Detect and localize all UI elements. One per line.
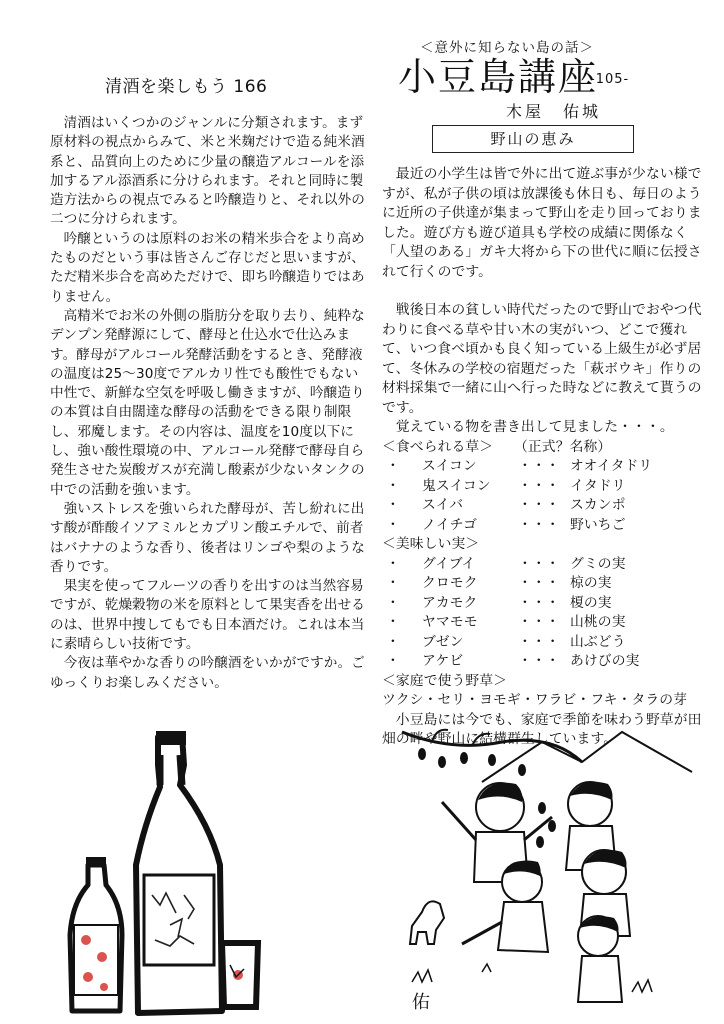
- series-title: 小豆島講座: [398, 55, 599, 99]
- paragraph: 覚えている物を書き出して見ました・・・。: [395, 419, 674, 435]
- list-item: ・ 鬼スイコン ・・・ イタドリ: [386, 477, 626, 494]
- paragraph: 最近の小学生は皆で外に出て遊ぶ事が少ない様ですが、私が子供の頃は放課後も休日も、毎日のように近所の子供達が集まって野山を走り回っておりました。遊び方も遊び道具も学校の成績に関係なく「人望のある」ガキ大将から下の世代に順に伝授されて行くのです。: [382, 166, 702, 280]
- list-item: ・ アケビ ・・・ あけびの実: [386, 653, 640, 669]
- paragraph: 吟醸というのは原料のお米の精米歩合をより高めたものだという事は皆さんご存じだと思いますが、ただ精米歩合を高めただけで、即ち吟醸造りではありません。: [50, 230, 365, 305]
- paragraph: 戦後日本の貧しい時代だったので野山でおやつ代わりに食べる草や甘い木の実がいつ、どこで獲れて、いつ食べ頃かも良く知っている上級生が必ず居て、冬休みの学校の宿題だった「萩ボウキ」作りの材料採集で一緒に山へ行った時などに教えて貰うのです。: [382, 302, 702, 416]
- section-heading-home: ＜家庭で使う野草＞: [382, 672, 508, 689]
- series-number: -105-: [590, 72, 630, 87]
- list-item: ・ ブゼン ・・・ 山ぶどう: [386, 633, 626, 650]
- column-title: 清酒を楽しもう 166: [105, 77, 268, 97]
- paragraph: 小豆島には今でも、家庭で季節を味わう野草が田畑の畔や野山に結構群生しています。: [382, 711, 702, 747]
- list-item: ・ グイブイ ・・・ グミの実: [386, 555, 626, 572]
- paragraph: 清酒はいくつかのジャンルに分類されます。まず原材料の視点からみて、米と米麹だけで造る純米酒系と、品質向上のために少量の醸造アルコールを添加するアル添酒系に分けられます。それと同時に製造方法からの視点でみると吟醸造りと、それ以外の二つに分けられます。: [50, 115, 365, 228]
- paragraph: 強いストレスを強いられた酵母が、苦し紛れに出す酸が酢酸イソアミルとカプリン酸エチルで、前者はバナナのような香り、後者はリンゴや梨のような香りです。: [50, 500, 365, 575]
- paragraph: 今夜は華やかな香りの吟醸酒をいかがですか。ごゆっくりお楽しみください。: [50, 655, 365, 691]
- list-item: ・ スイコン ・・・ オオイタドリ: [386, 458, 653, 474]
- paragraph: 高精米でお米の外側の脂肪分を取り去り、純粋なデンプン発酵源にして、酵母と仕込水で仕込みます。酵母がアルコール発酵活動をするとき、発酵液の温度は25〜30度でアルカリ性でも酸性でもない中性で、新鮮な空気を呼吸し働きますが、吟醸造りの本質は自由闊達な酵母の活動をできる限り制限し、邪魔します。その内容は、温度を10度以下にし、強い酸性環境の中、アルコール発酵で酵母自ら発生させた炭酸ガスが充満し酸素が少ないタンクの中での活動を強います。: [50, 307, 365, 498]
- series-subtitle: ＜意外に知らない島の話＞: [420, 40, 594, 56]
- section-heading-edible: ＜食べられる草＞ （正式？名称）: [382, 438, 612, 455]
- illustration-signature: 佑: [412, 992, 430, 1013]
- home-plant-list: ツクシ・セリ・ヨモギ・ワラビ・フキ・タラの芽: [382, 692, 688, 708]
- list-item: ・ ノイチゴ ・・・ 野いちご: [386, 516, 626, 533]
- article-body-left: [50, 114, 368, 693]
- section-heading-tasty: ＜美味しい実＞: [382, 536, 480, 552]
- list-item: ・ アカモク ・・・ 榎の実: [386, 594, 612, 611]
- paragraph: 果実を使ってフルーツの香りを出すのは当然容易ですが、乾燥穀物の米を原料として果実香を出せるのは、世界中捜してもでも日本酒だけ。これは本当に素晴らしい技術です。: [50, 578, 365, 653]
- list-item: ・ ヤマモモ ・・・ 山桃の実: [386, 614, 626, 630]
- children-illustration: [392, 722, 712, 1020]
- list-item: ・ スイバ ・・・ スカンポ: [386, 497, 626, 513]
- topic-box: 野山の恵み: [432, 125, 634, 153]
- sake-bottle-illustration: [60, 725, 320, 1020]
- author-name: 木屋 佑城: [506, 102, 602, 121]
- list-item: ・ クロモク ・・・ 椋の実: [386, 575, 612, 591]
- article-body-right: [382, 165, 704, 750]
